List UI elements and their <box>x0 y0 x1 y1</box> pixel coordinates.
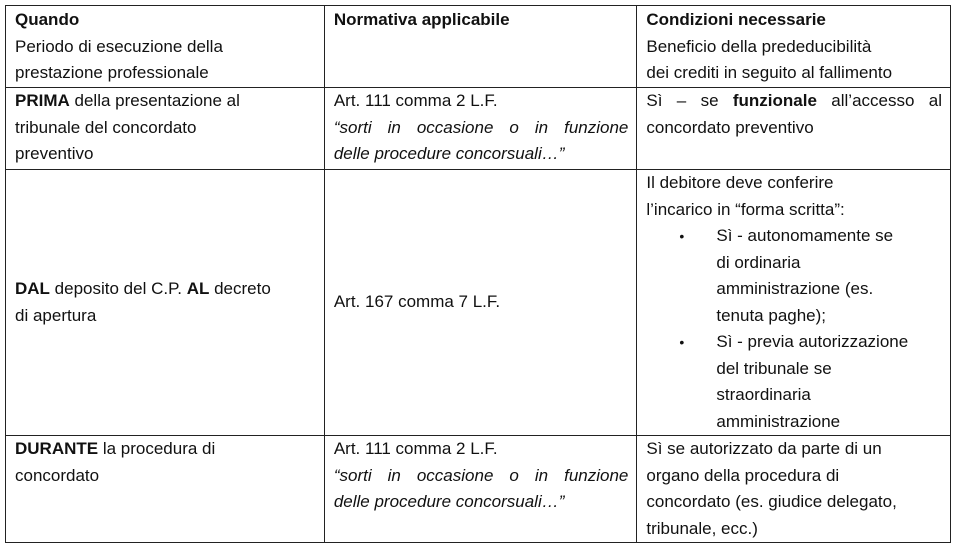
table-header-row <box>6 6 951 88</box>
header-cell-quando <box>6 6 325 88</box>
durante-cond-1: Sì se autorizzato da parte di un <box>646 439 882 458</box>
header-condizioni-sub-2: dei crediti in seguito al fallimento <box>646 63 893 82</box>
dal-intro-2: l’incarico in “forma scritta”: <box>646 199 845 219</box>
durante-cond-2: organo della procedura di <box>646 465 840 485</box>
cell-prima-quando <box>6 88 325 170</box>
bullet-1-line-1: Sì - autonomamente se <box>716 226 894 245</box>
header-quando-sub-2: prestazione professionale <box>15 63 209 82</box>
cell-durante-condizioni <box>637 436 951 543</box>
prima-rest: della presentazione al <box>69 91 240 110</box>
header-quando-sub-1: Periodo di esecuzione della <box>15 36 223 56</box>
cell-durante-normativa <box>324 436 637 543</box>
durante-cond-3: concordato (es. giudice delegato, <box>646 492 897 511</box>
dal-line-2: di apertura <box>15 305 97 325</box>
header-normativa-title: Normativa applicabile <box>333 10 510 29</box>
durante-line-2: concordato <box>15 465 100 485</box>
list-item <box>646 223 942 329</box>
header-cell-condizioni <box>637 6 951 88</box>
prima-quote-1: “sorti in occasione o in funzione <box>333 117 629 137</box>
bullet-1-line-3: amministrazione (es. <box>716 279 874 298</box>
header-condizioni-sub-1: Beneficio della prededucibilità <box>646 36 872 56</box>
conditions-table <box>5 5 951 543</box>
cell-dal-condizioni <box>637 170 951 436</box>
header-condizioni-title: Condizioni necessarie <box>646 10 826 29</box>
dal-article: Art. 167 comma 7 L.F. <box>333 292 501 312</box>
bullet-icon: • <box>679 334 685 350</box>
dal-intro-1: Il debitore deve conferire <box>646 173 834 192</box>
prima-cond-pre: Sì – se <box>646 91 733 110</box>
bullet-icon: • <box>679 228 685 244</box>
durante-quote-1: “sorti in occasione o in funzione <box>333 465 629 485</box>
table-row-durante <box>6 436 951 543</box>
dal-post: decreto <box>209 279 271 298</box>
cell-prima-condizioni <box>637 88 951 170</box>
durante-article: Art. 111 comma 2 L.F. <box>333 439 498 458</box>
cell-prima-normativa <box>324 88 637 170</box>
prima-cond-bold: funzionale <box>732 91 817 110</box>
list-item <box>646 329 942 435</box>
table-row-prima <box>6 88 951 170</box>
durante-rest: la procedura di <box>98 439 216 458</box>
bullet-1-line-4: tenuta paghe); <box>716 305 827 325</box>
dal-bold-2: AL <box>186 279 210 298</box>
prima-line-3: preventivo <box>15 144 94 163</box>
cell-dal-normativa <box>324 170 637 436</box>
cell-durante-quando <box>6 436 325 543</box>
prima-cond-post: all’accesso al <box>816 91 943 110</box>
cell-dal-quando <box>6 170 325 436</box>
dal-bold-1: DAL <box>15 279 50 298</box>
durante-cond-4: tribunale, ecc.) <box>646 518 758 538</box>
header-quando-title: Quando <box>15 10 80 29</box>
table-row-dal <box>6 170 951 436</box>
dal-mid: deposito del C.P. <box>49 279 187 298</box>
bullet-1-line-2: di ordinaria <box>716 252 801 272</box>
prima-bold: PRIMA <box>15 91 70 110</box>
bullet-2-line-2: del tribunale se <box>716 358 832 378</box>
bullet-2-line-3: straordinaria <box>716 385 811 404</box>
header-cell-normativa <box>324 6 637 88</box>
dal-bullet-list <box>646 223 942 435</box>
bullet-2-line-1: Sì - previa autorizzazione <box>716 332 909 351</box>
durante-bold: DURANTE <box>15 439 99 458</box>
prima-article: Art. 111 comma 2 L.F. <box>333 91 498 110</box>
prima-line-2: tribunale del concordato <box>15 117 197 137</box>
prima-cond-line-2: concordato preventivo <box>646 117 814 137</box>
bullet-2-line-4: amministrazione <box>716 411 841 431</box>
durante-quote-2: delle procedure concorsuali…” <box>333 492 565 511</box>
prima-quote-2: delle procedure concorsuali…” <box>333 144 565 163</box>
